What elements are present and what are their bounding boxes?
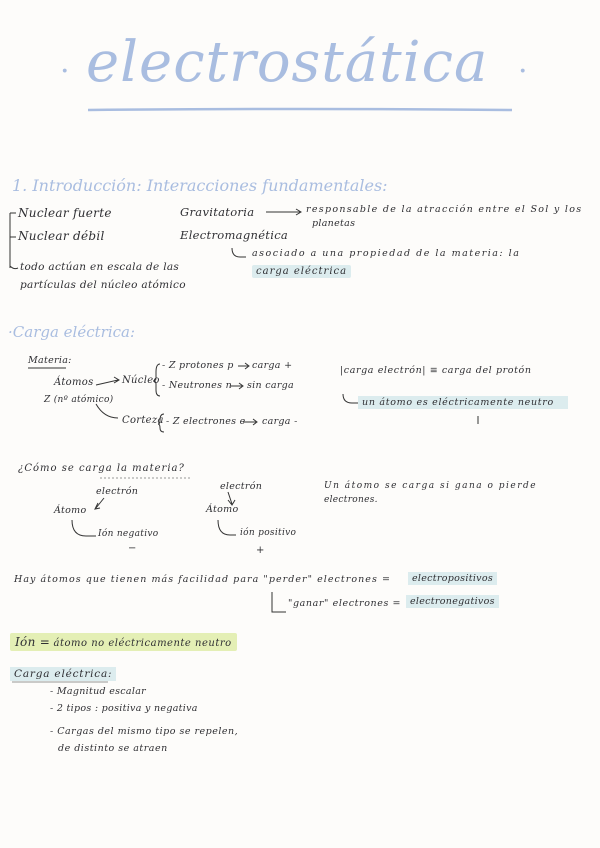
ex1-electron: electrón: [96, 486, 139, 497]
section3-item-2: - 2 tipos : positiva y negativa: [50, 703, 198, 714]
materia-label: Materia:: [28, 355, 72, 366]
title-dot-right: ·: [518, 54, 528, 89]
ex1-atom: Átomo: [54, 505, 87, 516]
atomos-label: Átomos: [54, 377, 94, 388]
right-item-2: Electromagnética: [180, 228, 289, 242]
explain-line1: Un átomo se carga si gana o pierde: [324, 481, 538, 491]
electronegativos-highlight: electronegativos: [406, 595, 499, 608]
equality-note: |carga electrón| ≡ carga del protón: [340, 365, 532, 376]
section1-heading: 1. Introducción: Interacciones fundamentales:: [12, 176, 388, 195]
corteza-label: Corteza: [122, 415, 164, 426]
ganar-text: "ganar" electrones =: [288, 598, 402, 609]
facilidad-text: Hay átomos que tienen más facilidad para "perder" electrones =: [14, 574, 391, 585]
em-highlight: carga eléctrica: [252, 265, 351, 278]
neutrones-label: - Neutrones n: [162, 380, 233, 391]
left-item-1: Nuclear fuerte: [18, 206, 112, 220]
em-note: asociado a una propiedad de la materia: la: [252, 248, 521, 259]
ex1-result: Ión negativo: [98, 529, 159, 539]
page-title: electrostática: [86, 30, 489, 95]
section3-item-4: de distinto se atraen: [58, 743, 168, 754]
electrones-label: - Z electrones e: [166, 416, 246, 427]
neutrones-result: sin carga: [247, 380, 295, 391]
z-label: Z (nº atómico): [44, 395, 114, 405]
right-item-1: Gravitatoria: [180, 205, 255, 219]
ex2-atom: Átomo: [206, 504, 239, 515]
title-dot-left: ·: [60, 54, 70, 89]
neutral-highlight: un átomo es eléctricamente neutro: [358, 396, 568, 409]
left-item-2: Nuclear débil: [18, 229, 105, 243]
question: ¿Cómo se carga la materia?: [18, 463, 185, 474]
left-note-line2: partículas del núcleo atómico: [20, 279, 186, 291]
left-note-line1: todo actúan en escala de las: [20, 261, 180, 273]
nucleo-label: Núcleo: [122, 375, 160, 386]
protones-label: - Z protones p: [162, 360, 234, 371]
section2-heading: ·Carga eléctrica:: [8, 323, 136, 341]
grav-note-line1: responsable de la atracción entre el Sol y los: [306, 204, 583, 215]
ex2-sign: +: [256, 545, 265, 556]
ion-def: átomo no eléctricamente neutro: [53, 638, 232, 649]
section3-item-1: - Magnitud escalar: [50, 686, 147, 697]
section3-heading: Carga eléctrica:: [10, 667, 116, 681]
protones-result: carga +: [252, 360, 293, 371]
ex2-electron: electrón: [220, 481, 263, 492]
ion-definition-box: [10, 633, 237, 651]
electrones-result: carga -: [262, 416, 298, 427]
ex1-sign: −: [128, 543, 137, 554]
ex2-result: ión positivo: [240, 528, 297, 538]
section3-item-3: - Cargas del mismo tipo se repelen,: [50, 726, 239, 737]
electropositivos-highlight: electropositivos: [408, 572, 497, 585]
grav-note-line2: planetas: [312, 218, 356, 229]
ion-label: Ión =: [15, 635, 51, 649]
explain-line2: electrones.: [324, 495, 378, 505]
